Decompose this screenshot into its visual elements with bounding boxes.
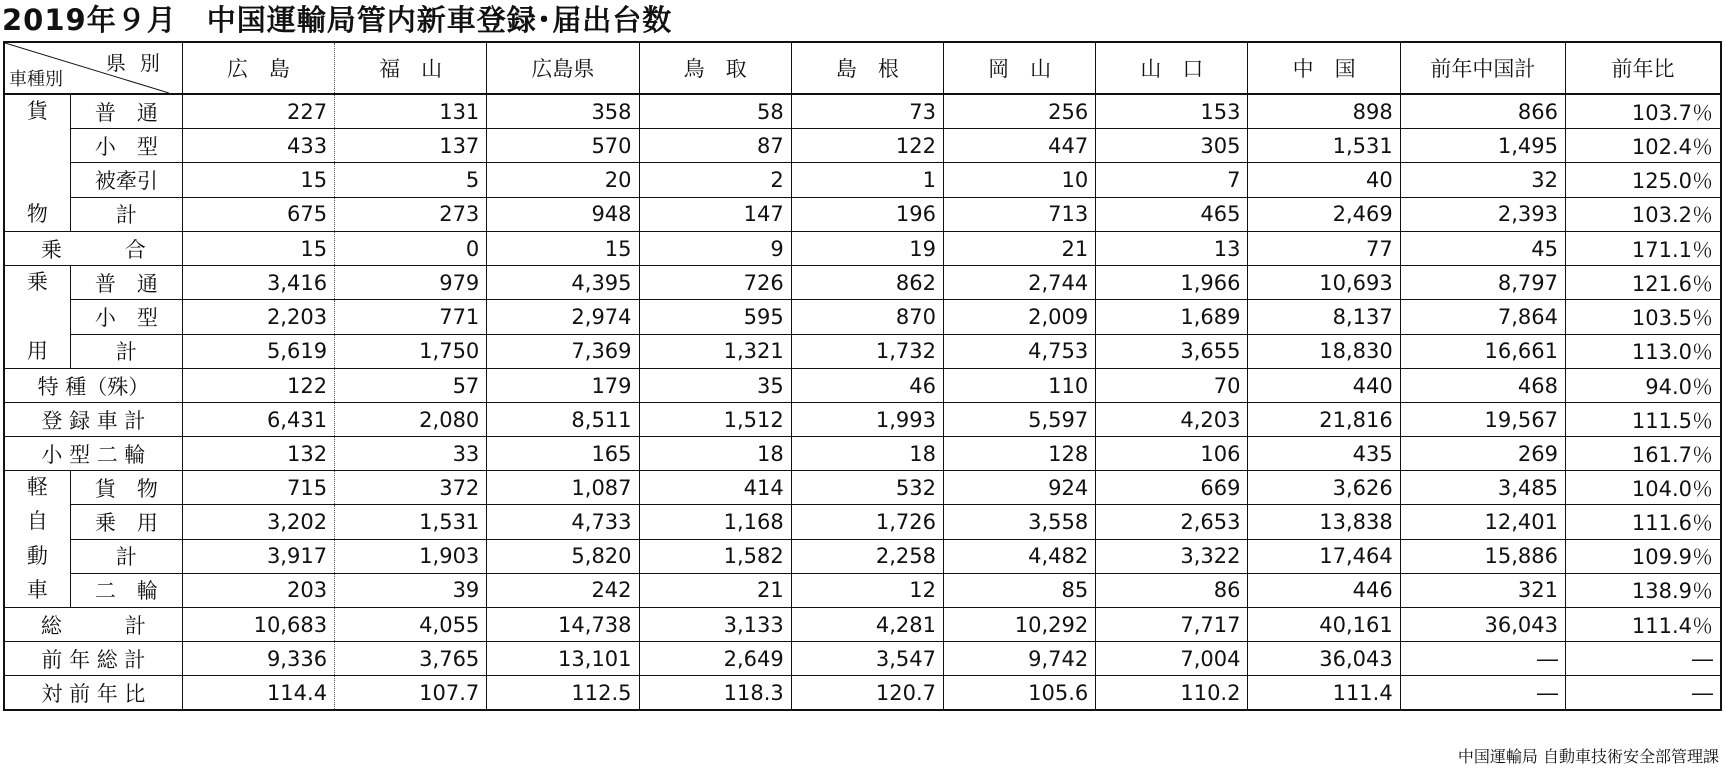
value-cell: 372 [335,471,487,505]
value-cell: 179 [487,369,639,403]
value-cell: 3,133 [639,608,791,642]
source-footer: 中国運輸局 自動車技術安全部管理課 [1457,747,1719,766]
value-cell: 726 [639,266,791,300]
table-row [4,266,1721,300]
value-cell: 94.0％ [1565,369,1721,403]
row-label: 被牽引 [70,163,182,197]
value-cell: 132 [182,437,334,471]
value-cell: ― [1400,642,1565,676]
row-label: 二 輪 [70,573,182,607]
header-row [4,42,1721,94]
value-cell: 273 [335,197,487,231]
value-cell: 8,137 [1248,300,1400,334]
group-label-char: 貨 [26,99,48,123]
value-cell: 3,655 [1096,334,1248,368]
table-row [4,437,1721,471]
row-label: 乗 合 [4,232,182,266]
value-cell: 3,416 [182,266,334,300]
value-cell: 1,726 [791,505,943,539]
value-cell: 269 [1400,437,1565,471]
value-cell: 17,464 [1248,539,1400,573]
value-cell: 358 [487,94,639,129]
value-cell: 595 [639,300,791,334]
table-row [4,608,1721,642]
corner-header [4,42,182,94]
value-cell: 40,161 [1248,608,1400,642]
value-cell: 2,469 [1248,197,1400,231]
value-cell: 440 [1248,369,1400,403]
page-title: 2019年９月 中国運輸局管内新車登録･届出台数 [2,3,673,37]
value-cell: 19 [791,232,943,266]
value-cell: 45 [1400,232,1565,266]
table-row [4,403,1721,437]
table-row [4,334,1721,368]
value-cell: 73 [791,94,943,129]
value-cell: 153 [1096,94,1248,129]
value-cell: 3,558 [944,505,1096,539]
value-cell: 305 [1096,129,1248,163]
value-cell: 4,281 [791,608,943,642]
value-cell: 7,004 [1096,642,1248,676]
value-cell: 18,830 [1248,334,1400,368]
value-cell: 111.6％ [1565,505,1721,539]
value-cell: 58 [639,94,791,129]
row-label: 前 年 総 計 [4,642,182,676]
value-cell: 10 [944,163,1096,197]
value-cell: 4,395 [487,266,639,300]
value-cell: 39 [335,573,487,607]
col-header: 前年中国計 [1400,42,1565,94]
value-cell: 87 [639,129,791,163]
value-cell: 40 [1248,163,1400,197]
value-cell: 18 [639,437,791,471]
value-cell: 3,322 [1096,539,1248,573]
value-cell: 713 [944,197,1096,231]
value-cell: 1,582 [639,539,791,573]
value-cell: 171.1％ [1565,232,1721,266]
value-cell: 2,009 [944,300,1096,334]
col-header: 山 口 [1096,42,1248,94]
group-label-char: 車 [26,577,48,602]
value-cell: 110.2 [1096,676,1248,711]
value-cell: 20 [487,163,639,197]
value-cell: 10,292 [944,608,1096,642]
value-cell: 13,101 [487,642,639,676]
value-cell: 1,531 [1248,129,1400,163]
value-cell: 122 [182,369,334,403]
value-cell: 5,619 [182,334,334,368]
value-cell: 866 [1400,94,1565,129]
value-cell: 18 [791,437,943,471]
value-cell: 2,649 [639,642,791,676]
value-cell: 675 [182,197,334,231]
value-cell: 32 [1400,163,1565,197]
value-cell: 1,903 [335,539,487,573]
value-cell: 9 [639,232,791,266]
table-row [4,369,1721,403]
value-cell: 3,917 [182,539,334,573]
value-cell: 103.2％ [1565,197,1721,231]
value-cell: 111.4 [1248,676,1400,711]
row-label: 小 型 二 輪 [4,437,182,471]
value-cell: 19,567 [1400,403,1565,437]
value-cell: 1,495 [1400,129,1565,163]
value-cell: 4,203 [1096,403,1248,437]
row-label: 貨 物 [70,471,182,505]
row-label: 小 型 [70,300,182,334]
value-cell: 161.7％ [1565,437,1721,471]
table-row [4,163,1721,197]
col-header: 広島県 [487,42,639,94]
value-cell: 7,864 [1400,300,1565,334]
value-cell: 7,369 [487,334,639,368]
value-cell: 2,744 [944,266,1096,300]
value-cell: 85 [944,573,1096,607]
value-cell: 1,512 [639,403,791,437]
value-cell: 924 [944,471,1096,505]
value-cell: 2,393 [1400,197,1565,231]
col-header: 岡 山 [944,42,1096,94]
value-cell: 118.3 [639,676,791,711]
value-cell: 137 [335,129,487,163]
value-cell: 3,485 [1400,471,1565,505]
value-cell: 111.5％ [1565,403,1721,437]
value-cell: 435 [1248,437,1400,471]
value-cell: 33 [335,437,487,471]
value-cell: 3,626 [1248,471,1400,505]
value-cell: 227 [182,94,334,129]
value-cell: 1,531 [335,505,487,539]
row-label: 普 通 [70,94,182,129]
row-label: 乗 用 [70,505,182,539]
value-cell: 15 [182,163,334,197]
value-cell: 103.5％ [1565,300,1721,334]
value-cell: 35 [639,369,791,403]
value-cell: 465 [1096,197,1248,231]
value-cell: 138.9％ [1565,573,1721,607]
value-cell: 103.7％ [1565,94,1721,129]
value-cell: 433 [182,129,334,163]
row-label: 計 [70,539,182,573]
value-cell: ― [1400,676,1565,711]
value-cell: 898 [1248,94,1400,129]
value-cell: 414 [639,471,791,505]
value-cell: 256 [944,94,1096,129]
value-cell: 1,966 [1096,266,1248,300]
value-cell: 862 [791,266,943,300]
row-label: 小 型 [70,129,182,163]
value-cell: 2,258 [791,539,943,573]
value-cell: 9,336 [182,642,334,676]
row-label: 特 種（殊） [4,369,182,403]
value-cell: 121.6％ [1565,266,1721,300]
value-cell: 104.0％ [1565,471,1721,505]
value-cell: 771 [335,300,487,334]
value-cell: 1,750 [335,334,487,368]
group-label-kei [4,471,70,608]
value-cell: 2,080 [335,403,487,437]
value-cell: 8,797 [1400,266,1565,300]
table-row [4,197,1721,231]
table-row [4,642,1721,676]
value-cell: 2,974 [487,300,639,334]
value-cell: 446 [1248,573,1400,607]
value-cell: ― [1565,676,1721,711]
table-row [4,505,1721,539]
value-cell: 1,732 [791,334,943,368]
value-cell: 70 [1096,369,1248,403]
value-cell: 3,202 [182,505,334,539]
value-cell: 102.4％ [1565,129,1721,163]
row-label: 登 録 車 計 [4,403,182,437]
value-cell: 715 [182,471,334,505]
value-cell: 4,482 [944,539,1096,573]
value-cell: 979 [335,266,487,300]
value-cell: 3,765 [335,642,487,676]
value-cell: 2,203 [182,300,334,334]
value-cell: 107.7 [335,676,487,711]
value-cell: 14,738 [487,608,639,642]
col-header: 中 国 [1248,42,1400,94]
value-cell: 570 [487,129,639,163]
value-cell: 8,511 [487,403,639,437]
value-cell: 1,993 [791,403,943,437]
value-cell: 36,043 [1248,642,1400,676]
value-cell: 122 [791,129,943,163]
value-cell: 1,168 [639,505,791,539]
value-cell: 13,838 [1248,505,1400,539]
value-cell: 0 [335,232,487,266]
value-cell: 321 [1400,573,1565,607]
value-cell: 125.0％ [1565,163,1721,197]
value-cell: 242 [487,573,639,607]
group-label-joyo [4,266,70,369]
value-cell: 13 [1096,232,1248,266]
value-cell: 46 [791,369,943,403]
value-cell: 36,043 [1400,608,1565,642]
value-cell: 15 [487,232,639,266]
value-cell: 114.4 [182,676,334,711]
group-label-char: 自 [26,509,48,534]
group-label-char: 用 [26,339,48,363]
value-cell: 77 [1248,232,1400,266]
value-cell: 86 [1096,573,1248,607]
table-row [4,300,1721,334]
value-cell: 669 [1096,471,1248,505]
table-row [4,573,1721,607]
value-cell: 9,742 [944,642,1096,676]
value-cell: 113.0％ [1565,334,1721,368]
value-cell: 4,733 [487,505,639,539]
col-header: 広 島 [182,42,334,94]
group-label-kamotsu [4,94,70,232]
value-cell: 1,321 [639,334,791,368]
value-cell: 57 [335,369,487,403]
group-label-char: 軽 [26,475,48,499]
value-cell: 948 [487,197,639,231]
registration-table [3,41,1722,711]
value-cell: 196 [791,197,943,231]
col-header: 前年比 [1565,42,1721,94]
table-row [4,676,1721,711]
value-cell: 468 [1400,369,1565,403]
value-cell: 1,689 [1096,300,1248,334]
value-cell: 21,816 [1248,403,1400,437]
value-cell: 1,087 [487,471,639,505]
value-cell: 165 [487,437,639,471]
table-row [4,129,1721,163]
value-cell: 532 [791,471,943,505]
value-cell: 15 [182,232,334,266]
value-cell: 15,886 [1400,539,1565,573]
group-label-char: 動 [26,543,48,568]
col-header: 鳥 取 [639,42,791,94]
value-cell: 5,820 [487,539,639,573]
table-row [4,471,1721,505]
value-cell: 16,661 [1400,334,1565,368]
value-cell: 6,431 [182,403,334,437]
value-cell: 10,693 [1248,266,1400,300]
row-label: 総 計 [4,608,182,642]
table-row [4,539,1721,573]
corner-vehicle-type-label: 車種別 [9,69,63,90]
value-cell: 1 [791,163,943,197]
value-cell: ― [1565,642,1721,676]
value-cell: 12,401 [1400,505,1565,539]
value-cell: 447 [944,129,1096,163]
row-label: 対 前 年 比 [4,676,182,711]
col-header: 福 山 [335,42,487,94]
value-cell: 203 [182,573,334,607]
col-header: 島 根 [791,42,943,94]
row-label: 計 [70,334,182,368]
value-cell: 12 [791,573,943,607]
table-row [4,94,1721,129]
value-cell: 870 [791,300,943,334]
group-label-char: 乗 [26,270,48,294]
value-cell: 131 [335,94,487,129]
value-cell: 147 [639,197,791,231]
value-cell: 112.5 [487,676,639,711]
value-cell: 7 [1096,163,1248,197]
value-cell: 128 [944,437,1096,471]
group-label-char: 物 [26,202,48,226]
value-cell: 5 [335,163,487,197]
value-cell: 21 [639,573,791,607]
value-cell: 120.7 [791,676,943,711]
value-cell: 10,683 [182,608,334,642]
value-cell: 4,753 [944,334,1096,368]
value-cell: 110 [944,369,1096,403]
value-cell: 105.6 [944,676,1096,711]
value-cell: 3,547 [791,642,943,676]
value-cell: 2 [639,163,791,197]
value-cell: 2,653 [1096,505,1248,539]
value-cell: 5,597 [944,403,1096,437]
row-label: 計 [70,197,182,231]
value-cell: 109.9％ [1565,539,1721,573]
value-cell: 21 [944,232,1096,266]
corner-prefecture-label: 県別 [105,51,174,75]
value-cell: 7,717 [1096,608,1248,642]
table-row [4,232,1721,266]
value-cell: 111.4％ [1565,608,1721,642]
value-cell: 106 [1096,437,1248,471]
row-label: 普 通 [70,266,182,300]
value-cell: 4,055 [335,608,487,642]
